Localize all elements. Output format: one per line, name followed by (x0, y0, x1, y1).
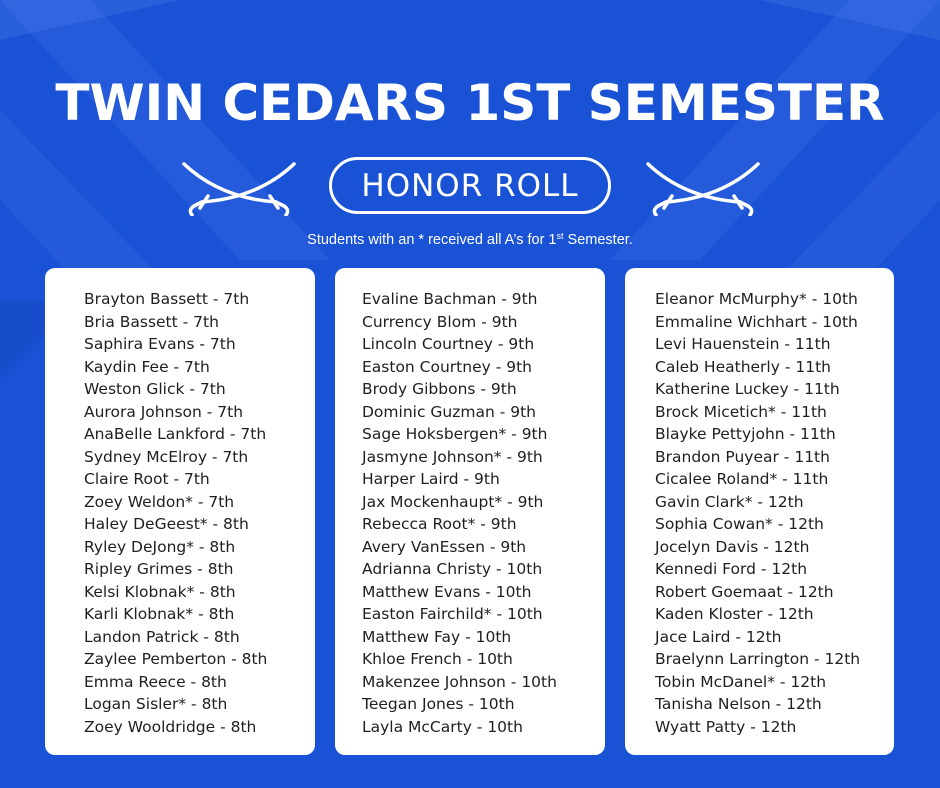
student-entry: Haley DeGeest* - 8th (84, 515, 249, 533)
student-entry: Ryley DeJong* - 8th (84, 537, 236, 556)
student-entry: Layla McCarty - 10th (362, 717, 523, 736)
crossed-sabers-icon (180, 158, 298, 216)
student-entry: Kennedi Ford - 12th (655, 560, 808, 578)
student-entry: Claire Root - 7th (84, 470, 210, 488)
student-entry: Zoey Wooldridge - 8th (84, 717, 257, 736)
student-entry: Weston Glick - 7th (84, 380, 226, 398)
student-entry: Matthew Evans - 10th (362, 582, 532, 601)
student-entry: Adrianna Christy - 10th (362, 560, 543, 578)
student-list (362, 288, 557, 738)
student-entry: Khloe French - 10th (362, 650, 513, 668)
student-list (84, 288, 267, 738)
student-entry: Evaline Bachman - 9th (362, 290, 538, 308)
honor-roll-badge (329, 157, 611, 214)
student-entry: Karli Klobnak* - 8th (84, 605, 235, 623)
student-entry: Gavin Clark* - 12th (655, 492, 804, 511)
student-entry: Kaydin Fee - 7th (84, 357, 210, 376)
student-entry: Levi Hauenstein - 11th (655, 335, 831, 353)
student-entry: Saphira Evans - 7th (84, 335, 236, 353)
student-entry: Caleb Heatherly - 11th (655, 357, 831, 376)
student-entry: Tobin McDanel* - 12th (655, 672, 827, 691)
crossed-sabers-icon (644, 158, 762, 216)
student-column-1 (45, 268, 315, 755)
note-suffix: Semester. (563, 232, 633, 248)
badge-label: HONOR ROLL (361, 167, 579, 204)
student-column-3 (625, 268, 894, 755)
student-entry: Sophia Cowan* - 12th (655, 515, 824, 533)
student-entry: Dominic Guzman - 9th (362, 402, 537, 421)
student-entry: Currency Blom - 9th (362, 312, 518, 331)
page-title: TWIN CEDARS 1ST SEMESTER (55, 74, 885, 132)
student-entry: Matthew Fay - 10th (362, 627, 512, 646)
student-entry: Robert Goemaat - 12th (655, 582, 834, 601)
note-superscript: st (556, 231, 564, 241)
student-entry: Eleanor McMurphy* - 10th (655, 290, 858, 308)
student-entry: Jax Mockenhaupt* - 9th (362, 492, 544, 511)
note-prefix: Students with an * received all A’s for 1 (307, 232, 557, 248)
student-entry: Jasmyne Johnson* - 9th (362, 447, 543, 466)
student-entry: Sage Hoksbergen* - 9th (362, 425, 548, 443)
student-entry: Aurora Johnson - 7th (84, 402, 244, 421)
student-entry: Logan Sisler* - 8th (84, 695, 228, 713)
student-entry: Cicalee Roland* - 11th (655, 470, 829, 488)
student-entry: Zoey Weldon* - 7th (84, 492, 235, 511)
student-entry: Easton Courtney - 9th (362, 357, 533, 376)
student-entry: Brody Gibbons - 9th (362, 380, 517, 398)
student-entry: Emmaline Wichhart - 10th (655, 312, 858, 331)
student-entry: Emma Reece - 8th (84, 672, 227, 691)
student-entry: Kelsi Klobnak* - 8th (84, 582, 236, 601)
student-entry: Jocelyn Davis - 12th (655, 537, 810, 556)
student-entry: Lincoln Courtney - 9th (362, 335, 535, 353)
student-entry: Kaden Kloster - 12th (655, 605, 814, 623)
all-as-note (0, 232, 940, 248)
student-entry: Landon Patrick - 8th (84, 627, 240, 646)
student-entry: Zaylee Pemberton - 8th (84, 650, 268, 668)
student-entry: AnaBelle Lankford - 7th (84, 425, 267, 443)
student-entry: Jace Laird - 12th (655, 627, 782, 646)
student-entry: Easton Fairchild* - 10th (362, 605, 543, 623)
student-entry: Wyatt Patty - 12th (655, 717, 797, 736)
student-column-2 (335, 268, 605, 755)
student-entry: Teegan Jones - 10th (362, 695, 515, 713)
student-entry: Harper Laird - 9th (362, 470, 500, 488)
student-entry: Avery VanEssen - 9th (362, 537, 527, 556)
student-entry: Brandon Puyear - 11th (655, 447, 830, 466)
student-list (655, 288, 860, 738)
student-entry: Ripley Grimes - 8th (84, 560, 234, 578)
student-entry: Rebecca Root* - 9th (362, 515, 517, 533)
student-entry: Brayton Bassett - 7th (84, 290, 250, 308)
student-entry: Blayke Pettyjohn - 11th (655, 425, 836, 443)
student-entry: Tanisha Nelson - 12th (655, 695, 822, 713)
student-entry: Brock Micetich* - 11th (655, 402, 827, 421)
student-entry: Katherine Luckey - 11th (655, 380, 840, 398)
student-entry: Braelynn Larrington - 12th (655, 650, 861, 668)
student-entry: Bria Bassett - 7th (84, 312, 219, 331)
student-entry: Sydney McElroy - 7th (84, 447, 249, 466)
student-entry: Makenzee Johnson - 10th (362, 672, 557, 691)
